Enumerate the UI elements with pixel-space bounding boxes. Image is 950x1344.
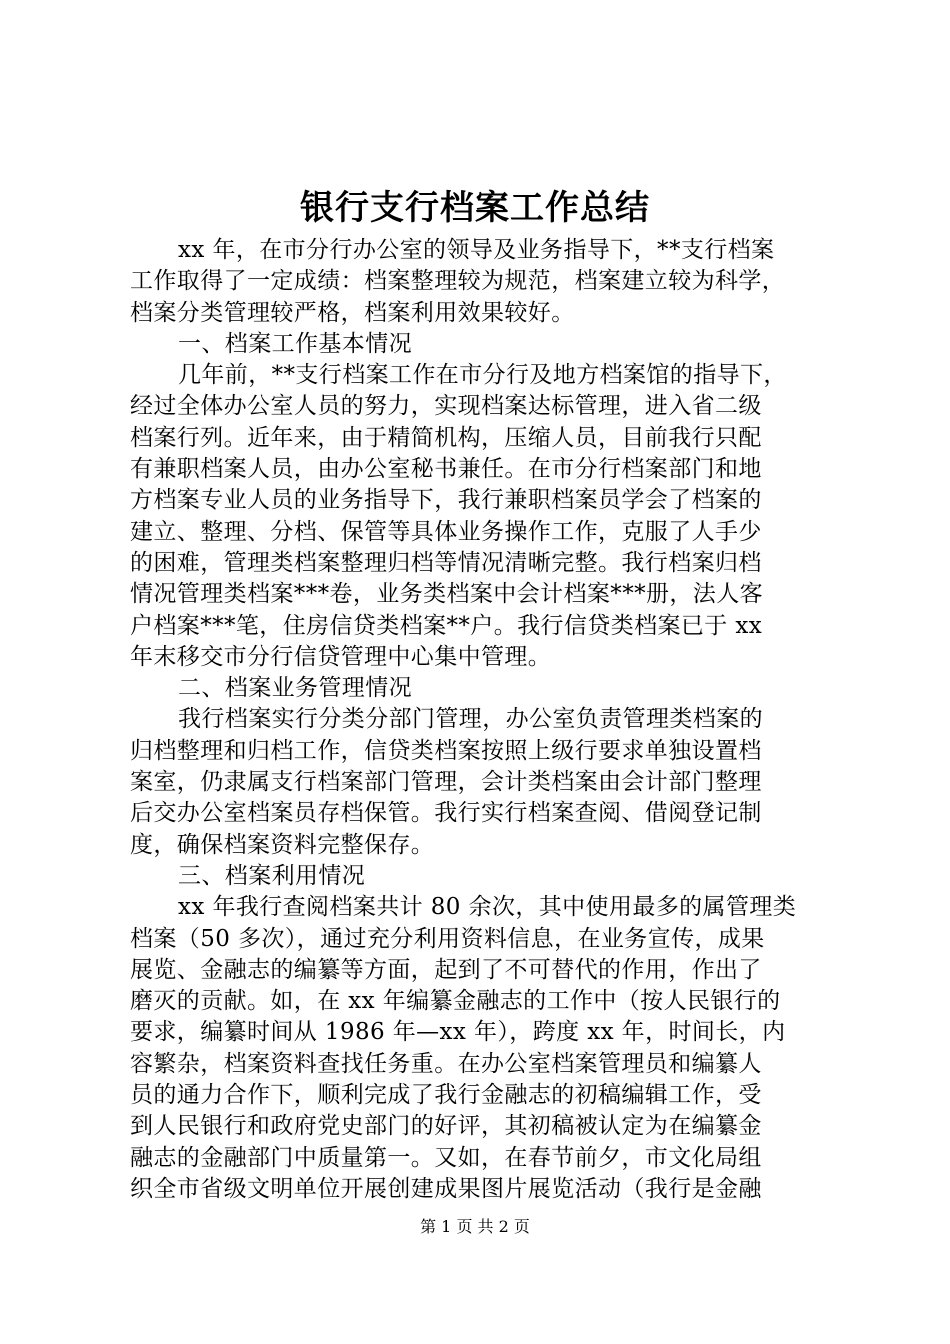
section-heading: 一、档案工作基本情况 xyxy=(178,330,412,357)
paragraph-line: 工作取得了一定成绩：档案整理较为规范，档案建立较为科学， xyxy=(130,268,786,295)
paragraph-line: 后交办公室档案员存档保管。我行实行档案查阅、借阅登记制 xyxy=(130,800,762,827)
paragraph-line: 我行档案实行分类分部门管理，办公室负责管理类档案的 xyxy=(178,706,763,733)
page-number-footer: 第 1 页 共 2 页 xyxy=(420,1217,530,1236)
section-heading: 三、档案利用情况 xyxy=(178,862,366,889)
paragraph-line: 有兼职档案人员，由办公室秘书兼任。在市分行档案部门和地 xyxy=(130,456,762,483)
page-title: 银行支行档案工作总结 xyxy=(300,188,650,228)
paragraph-line: 展览、金融志的编纂等方面，起到了不可替代的作用，作出了 xyxy=(130,956,762,983)
paragraph-line: 方档案专业人员的业务指导下，我行兼职档案员学会了档案的 xyxy=(130,487,762,514)
document-body xyxy=(130,235,836,1205)
paragraph-line: 归档整理和归档工作，信贷类档案按照上级行要求单独设置档 xyxy=(130,737,762,764)
paragraph-line: 经过全体办公室人员的努力，实现档案达标管理，进入省二级 xyxy=(130,393,762,420)
paragraph-line: 度，确保档案资料完整保存。 xyxy=(130,831,435,858)
paragraph-line: 情况管理类档案***卷，业务类档案中会计档案***册，法人客 xyxy=(130,581,763,608)
paragraph-line: 到人民银行和政府党史部门的好评，其初稿被认定为在编纂金 xyxy=(130,1113,762,1140)
paragraph-line: xx 年，在市分行办公室的领导及业务指导下，**支行档案 xyxy=(178,237,775,263)
paragraph-line: 要求，编纂时间从 1986 年—xx 年），跨度 xx 年，时间长，内 xyxy=(130,1019,786,1046)
paragraph-line: 织全市省级文明单位开展创建成果图片展览活动（我行是金融 xyxy=(130,1175,762,1202)
paragraph-line: 案室，仍隶属支行档案部门管理，会计类档案由会计部门整理 xyxy=(130,769,762,796)
paragraph-line: 磨灭的贡献。如，在 xx 年编纂金融志的工作中（按人民银行的 xyxy=(130,988,781,1015)
paragraph-line: 融志的金融部门中质量第一。又如，在春节前夕，市文化局组 xyxy=(130,1144,762,1171)
paragraph-line: 员的通力合作下，顺利完成了我行金融志的初稿编辑工作，受 xyxy=(130,1082,762,1109)
paragraph-line: 档案行列。近年来，由于精简机构，压缩人员，目前我行只配 xyxy=(130,424,762,451)
paragraph-line: 的困难，管理类档案整理归档等情况清晰完整。我行档案归档 xyxy=(130,549,762,576)
paragraph-line: 容繁杂，档案资料查找任务重。在办公室档案管理员和编纂人 xyxy=(130,1050,762,1077)
paragraph-line: 户档案***笔，住房信贷类档案**户。我行信贷类档案已于 xx xyxy=(130,612,763,639)
section-heading: 二、档案业务管理情况 xyxy=(178,675,412,702)
paragraph-line: 档案（50 多次），通过充分利用资料信息，在业务宣传，成果 xyxy=(130,925,765,952)
paragraph-line: 档案分类管理较严格，档案利用效果较好。 xyxy=(130,299,575,326)
paragraph-line: 建立、整理、分档、保管等具体业务操作工作，克服了人手少 xyxy=(130,518,762,545)
paragraph-line: 几年前，**支行档案工作在市分行及地方档案馆的指导下， xyxy=(178,362,787,389)
paragraph-line: xx 年我行查阅档案共计 80 余次，其中使用最多的属管理类 xyxy=(178,894,797,921)
paragraph-line: 年末移交市分行信贷管理中心集中管理。 xyxy=(130,643,552,670)
